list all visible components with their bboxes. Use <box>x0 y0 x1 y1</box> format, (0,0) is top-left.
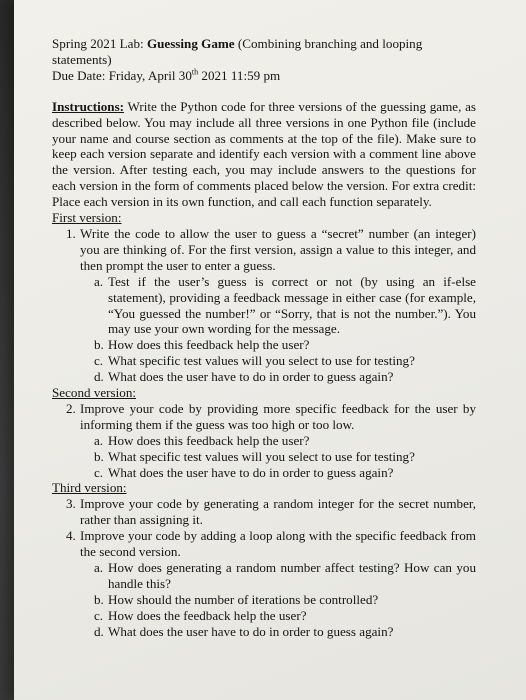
numbered-item <box>66 496 476 528</box>
sub-item <box>94 624 476 640</box>
item-number: 1. <box>66 225 76 241</box>
item-text: Improve your code by adding a loop along with the specific feedback from the second version. <box>80 528 476 560</box>
sub-item <box>94 608 476 624</box>
sub-item <box>94 592 476 608</box>
item-text: Improve your code by providing more specific feedback for the user by informing them if the guess was too high or too low. <box>80 400 476 432</box>
due-date-rest: 2021 11:59 pm <box>198 67 281 83</box>
sub-item <box>94 369 476 385</box>
document-page <box>14 0 526 700</box>
sub-item-text: How does the feedback help the user? <box>108 607 307 623</box>
numbered-item <box>66 226 476 274</box>
sub-item-letter: d. <box>94 623 104 639</box>
due-date-suffix: th <box>191 67 199 77</box>
spacer <box>52 84 476 99</box>
instructions-label: Instructions: <box>52 98 125 114</box>
sub-item-text: How does this feedback help the user? <box>108 432 310 448</box>
instructions-text: Write the Python code for three versions of the guessing game, as described below. You may include all three versions in one Python file (include your name and course section as comments at the top of the file). Make sure to keep each version separate and identify each version with a comment line above the version. After testing each, you may include answers to the questions for each version in the form of comments placed below the version. For extra credit: Place each version in its own function, and call each function separately. <box>52 98 476 210</box>
numbered-item <box>66 401 476 433</box>
sub-item-letter: b. <box>94 337 104 353</box>
item-text: Improve your code by generating a random integer for the secret number, rather than assigning it. <box>80 496 476 528</box>
sub-item-text: How does generating a random number affect testing? How can you handle this? <box>108 560 476 591</box>
lab-title: Guessing Game <box>146 36 235 51</box>
sub-item-letter: b. <box>94 591 104 607</box>
sub-item-letter: b. <box>94 448 104 464</box>
sub-item-letter: c. <box>94 464 104 480</box>
sub-item-letter: a. <box>94 560 104 575</box>
item-number: 3. <box>66 496 76 512</box>
sub-item-text: How should the number of iterations be controlled? <box>108 591 379 607</box>
lab-subtitle: (Combining branching and looping statements) <box>52 36 423 67</box>
due-label: Due Date: <box>52 67 109 83</box>
sub-item-letter: c. <box>94 353 104 369</box>
sub-item-text: What does the user have to do in order to guess again? <box>108 623 394 639</box>
sub-item <box>94 465 476 481</box>
sub-item-text: Test if the user’s guess is correct or not (by using an if-else statement), providing a feedback message in either case (for example, “You guessed the number!” or “Sorry, that is not the number.”). You may use your own wording for the message. <box>108 273 476 337</box>
version-heading: First version: <box>52 210 122 226</box>
due-date: Friday, April 30 <box>108 67 192 83</box>
item-number: 2. <box>66 400 76 416</box>
document-content <box>52 36 476 640</box>
sub-item <box>94 274 476 338</box>
sub-item-text: What does the user have to do in order to guess again? <box>108 369 394 385</box>
sub-item-text: What does the user have to do in order to guess again? <box>108 464 394 480</box>
sub-item <box>94 449 476 465</box>
lab-prefix: Spring 2021 Lab: <box>52 36 147 51</box>
sub-item-text: What specific test values will you select to use for testing? <box>108 448 415 464</box>
due-date-line <box>52 68 476 84</box>
sub-item-letter: d. <box>94 369 104 385</box>
sub-item-letter: a. <box>94 432 104 448</box>
sub-item <box>94 433 476 449</box>
sub-item <box>94 353 476 369</box>
sub-item-letter: a. <box>94 273 104 289</box>
sub-item <box>94 560 476 592</box>
version-sections <box>52 210 476 639</box>
version-heading: Second version: <box>52 385 137 401</box>
item-number: 4. <box>66 528 76 544</box>
lab-header <box>52 36 476 68</box>
sub-item-text: What specific test values will you select to use for testing? <box>108 353 415 369</box>
item-text: Write the code to allow the user to guess a “secret” number (an integer) you are thinking of. For the first version, assign a value to this integer, and then prompt the user to enter a guess. <box>80 225 476 273</box>
sub-item-letter: c. <box>94 607 104 623</box>
sub-item-text: How does this feedback help the user? <box>108 337 310 353</box>
instructions-paragraph <box>52 99 476 210</box>
numbered-item <box>66 528 476 560</box>
sub-item <box>94 337 476 353</box>
version-heading: Third version: <box>52 480 127 496</box>
